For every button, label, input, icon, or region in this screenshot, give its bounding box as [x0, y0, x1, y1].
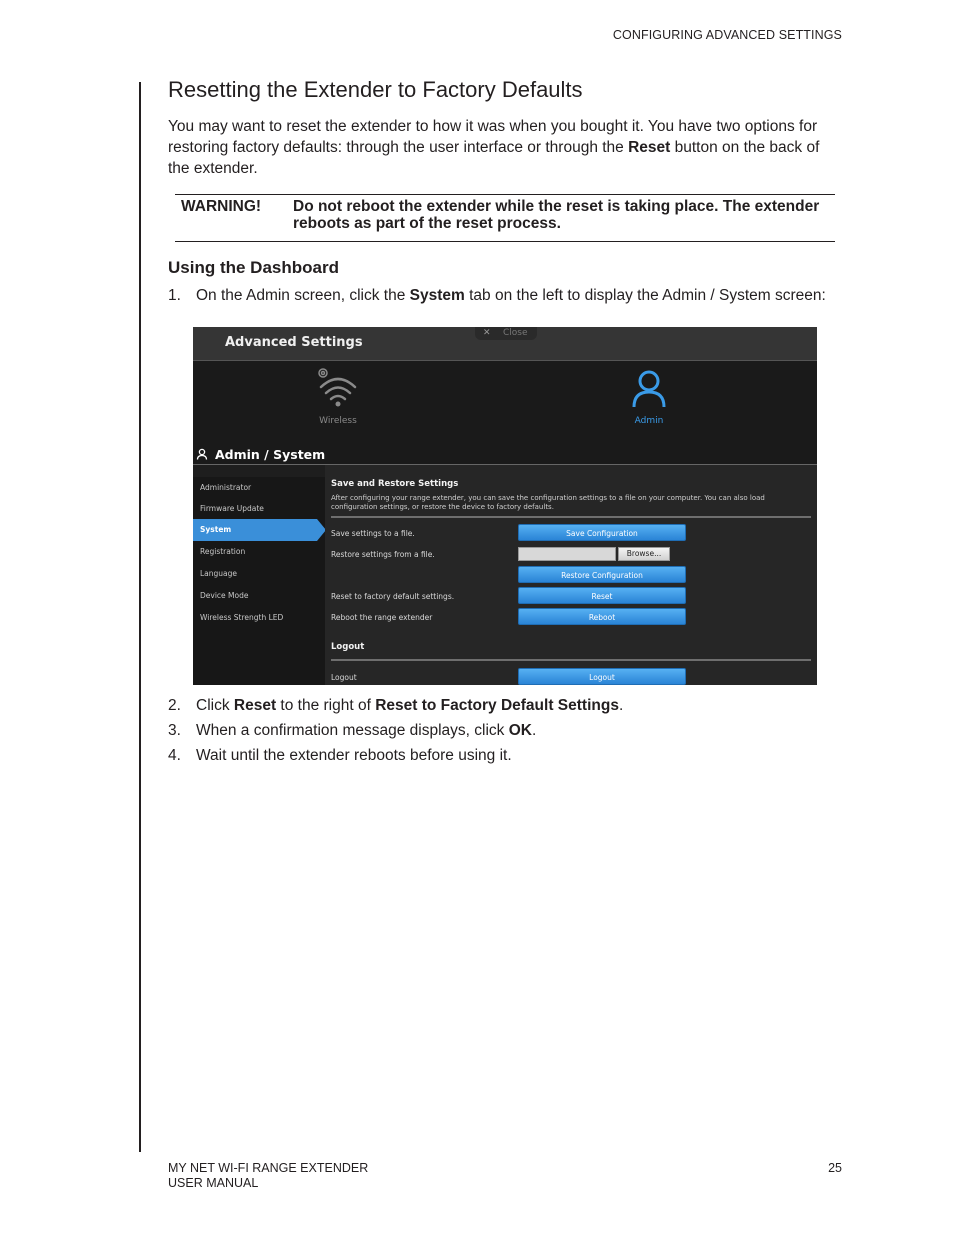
step-number: 4. — [168, 747, 181, 764]
divider — [331, 659, 811, 661]
file-path-input[interactable] — [518, 547, 616, 561]
top-nav — [193, 361, 817, 445]
left-nav-administrator[interactable]: Administrator — [200, 483, 252, 492]
intro-paragraph — [168, 116, 844, 179]
step-text: Wait until the extender reboots before using it. — [196, 747, 512, 764]
nav-label-wireless: Wireless — [319, 416, 357, 426]
save-restore-description: After configuring your range extender, you can save the configuration settings to a file on your computer. You can also load configuration settings, or restore the device to factory defaults. — [331, 494, 765, 511]
divider — [331, 516, 811, 518]
left-nav-firmware-update[interactable]: Firmware Update — [200, 504, 264, 513]
content-panel — [325, 465, 817, 685]
section-title: Admin / System — [215, 447, 326, 462]
reset-button[interactable]: Reset — [518, 587, 686, 604]
warning-label: WARNING! — [181, 198, 262, 215]
footer-line-1: MY NET WI-FI RANGE EXTENDER — [168, 1161, 369, 1175]
wifi-gear-icon — [278, 365, 398, 415]
save-restore-heading: Save and Restore Settings — [331, 479, 459, 489]
close-tab[interactable] — [475, 327, 537, 340]
logout-heading: Logout — [331, 642, 365, 652]
save-configuration-button[interactable]: Save Configuration — [518, 524, 686, 541]
intro-text-2: button on the back of the extender. — [168, 139, 820, 177]
nav-label-admin: Admin — [634, 416, 664, 426]
left-nav-language[interactable]: Language — [200, 569, 238, 578]
close-label: Close — [503, 328, 528, 338]
margin-rule — [139, 82, 141, 1152]
step-text: On the Admin screen, click the System tab on the left to display the Admin / System screen: — [196, 287, 826, 304]
intro-bold-reset: Reset — [628, 139, 671, 156]
left-nav-wireless-strength-led[interactable]: Wireless Strength LED — [200, 613, 284, 622]
save-settings-label: Save settings to a file. — [331, 529, 415, 538]
restore-configuration-button[interactable]: Restore Configuration — [518, 566, 686, 583]
left-nav — [193, 477, 325, 685]
page-number: 25 — [828, 1161, 842, 1175]
step-text: When a confirmation message displays, click OK. — [196, 722, 537, 739]
logout-label: Logout — [331, 673, 357, 682]
section-bar — [193, 445, 817, 465]
running-header: CONFIGURING ADVANCED SETTINGS — [612, 28, 842, 42]
page-title: Resetting the Extender to Factory Defaults — [168, 77, 583, 102]
warning-box — [175, 194, 835, 242]
intro-text-1: You may want to reset the extender to how it was when you bought it. You have two options for restoring factory defaults: through the user interface or through the — [168, 118, 818, 156]
left-nav-system-label: System — [200, 525, 232, 534]
restore-settings-label: Restore settings from a file. — [331, 550, 435, 559]
footer-product — [168, 1161, 368, 1191]
section-heading: Using the Dashboard — [168, 258, 339, 277]
nav-wireless[interactable] — [278, 361, 398, 445]
left-nav-registration[interactable]: Registration — [200, 547, 246, 556]
user-icon — [196, 448, 208, 460]
reset-factory-label: Reset to factory default settings. — [331, 592, 455, 601]
step-text: Click Reset to the right of Reset to Factory Default Settings. — [196, 697, 624, 714]
warning-text: Do not reboot the extender while the reset is taking place. The extender reboots as part of the reset process. — [293, 198, 820, 232]
browse-button[interactable]: Browse... — [618, 547, 670, 561]
step-number: 2. — [168, 697, 181, 714]
x-icon: ✕ — [483, 328, 491, 338]
reboot-label: Reboot the range extender — [331, 613, 433, 622]
reboot-button[interactable]: Reboot — [518, 608, 686, 625]
user-icon — [589, 365, 709, 415]
left-nav-device-mode[interactable]: Device Mode — [200, 591, 249, 600]
footer-line-2: USER MANUAL — [168, 1176, 259, 1190]
logout-button[interactable]: Logout — [518, 668, 686, 685]
step-number: 3. — [168, 722, 181, 739]
nav-admin[interactable] — [589, 361, 709, 445]
step-number: 1. — [168, 287, 181, 304]
left-nav-system[interactable] — [193, 519, 317, 541]
admin-system-screenshot — [193, 327, 817, 685]
window-title: Advanced Settings — [225, 335, 363, 350]
